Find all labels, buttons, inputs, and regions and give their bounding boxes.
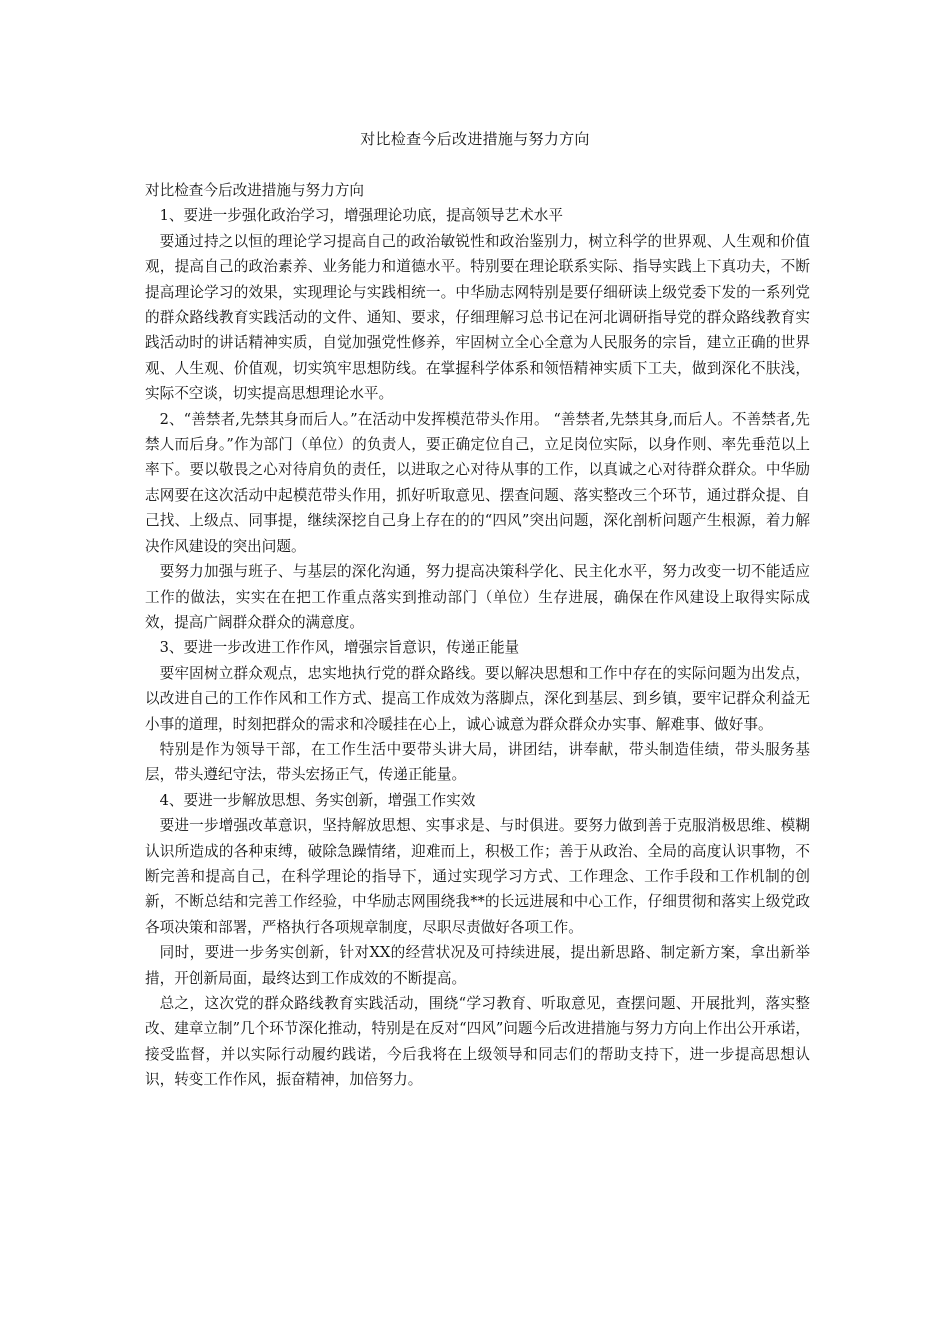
- section-heading-3: 3、要进一步改进工作作风，增强宗旨意识，传递正能量: [159, 639, 520, 657]
- document-body: [145, 178, 810, 1093]
- section-heading-1: 1、要进一步强化政治学习，增强理论功底，提高领导艺术水平: [159, 207, 563, 225]
- section-heading-2: 2、“善禁者,先禁其身而后人。”在活动中发挥模范带头作用。 “善禁者,先禁其身,而后人。不善禁者,先禁人而后身。”作为部门（单位）的负责人，要正确定位自己，立足岗位实际，以身作则、率先垂范以上率下。要以敬畏之心对待肩负的责任，以进取之心对待从事的工作，以真诚之心对待群众群众。中华励志网要在这次活动中起模范带头作用，抓好听取意见、摆查问题、落实整改三个环节，通过群众提、自己找、上级点、同事提，继续深挖自己身上存在的的“四风”突出问题，深化剖析问题产生根源，着力解决作风建设的突出问题。: [145, 410, 810, 555]
- paragraph: 要牢固树立群众观点，忠实地执行党的群众路线。要以解决思想和工作中存在的实际问题为出发点，以改进自己的工作作风和工作方式、提高工作成效为落脚点，深化到基层、到乡镇，要牢记群众利益无小事的道理，时刻把群众的需求和冷暖挂在心上，诚心诚意为群众群众办实事、解难事、做好事。: [145, 664, 810, 733]
- document-title: 对比检查今后改进措施与努力方向: [360, 130, 590, 148]
- paragraph: 要努力加强与班子、与基层的深化沟通，努力提高决策科学化、民主化水平，努力改变一切不能适应工作的做法，实实在在把工作重点落实到推动部门（单位）生存进展，确保在作风建设上取得实际成效，提高广阔群众群众的满意度。: [145, 563, 810, 631]
- paragraph: 同时，要进一步务实创新，针对XX的经营状况及可持续进展，提出新思路、制定新方案，拿出新举措，开创新局面，最终达到工作成效的不断提高。: [145, 944, 810, 987]
- paragraph: 总之，这次党的群众路线教育实践活动，围绕“学习教育、听取意见，查摆问题、开展批判，落实整改、建章立制”几个环节深化推动，特别是在反对“四风”问题今后改进措施与努力方向上作出公开承诺，接受监督，并以实际行动履约践诺，今后我将在上级领导和同志们的帮助支持下，进一步提高思想认识，转变工作作风，振奋精神，加倍努力。: [145, 995, 810, 1089]
- paragraph: 要通过持之以恒的理论学习提高自己的政治敏锐性和政治鉴别力，树立科学的世界观、人生观和价值观，提高自己的政治素养、业务能力和道德水平。特别要在理论联系实际、指导实践上下真功夫，不断提高理论学习的效果，实现理论与实践相统一。中华励志网特别是要仔细研读上级党委下发的一系列党的群众路线教育实践活动的文件、通知、要求，仔细理解习总书记在河北调研指导党的群众路线教育实践活动时的讲话精神实质，自觉加强党性修养，牢固树立全心全意为人民服务的宗旨，建立正确的世界观、人生观、价值观，切实筑牢思想防线。在掌握科学体系和领悟精神实质下工夫，做到深化不肤浅，实际不空谈，切实提高思想理论水平。: [145, 232, 810, 403]
- section-heading-4: 4、要进一步解放思想、务实创新，增强工作实效: [159, 791, 476, 809]
- body-heading: 对比检查今后改进措施与努力方向: [145, 182, 364, 199]
- paragraph: 特别是作为领导干部，在工作生活中要带头讲大局，讲团结，讲奉献，带头制造佳绩，带头服务基层，带头遵纪守法，带头宏扬正气，传递正能量。: [145, 740, 810, 784]
- paragraph: 要进一步增强改革意识，坚持解放思想、实事求是、与时俱进。要努力做到善于克服消极思维、模糊认识所造成的各种束缚，破除急躁情绪，迎难而上，积极工作；善于从政治、全局的高度认识事物，不断完善和提高自己，在科学理论的指导下，通过实现学习方式、工作理念、工作手段和工作机制的创新，不断总结和完善工作经验，中华励志网围绕我**的长远进展和中心工作，仔细贯彻和落实上级党政各项决策和部署，严格执行各项规章制度，尽职尽责做好各项工作。: [145, 817, 810, 936]
